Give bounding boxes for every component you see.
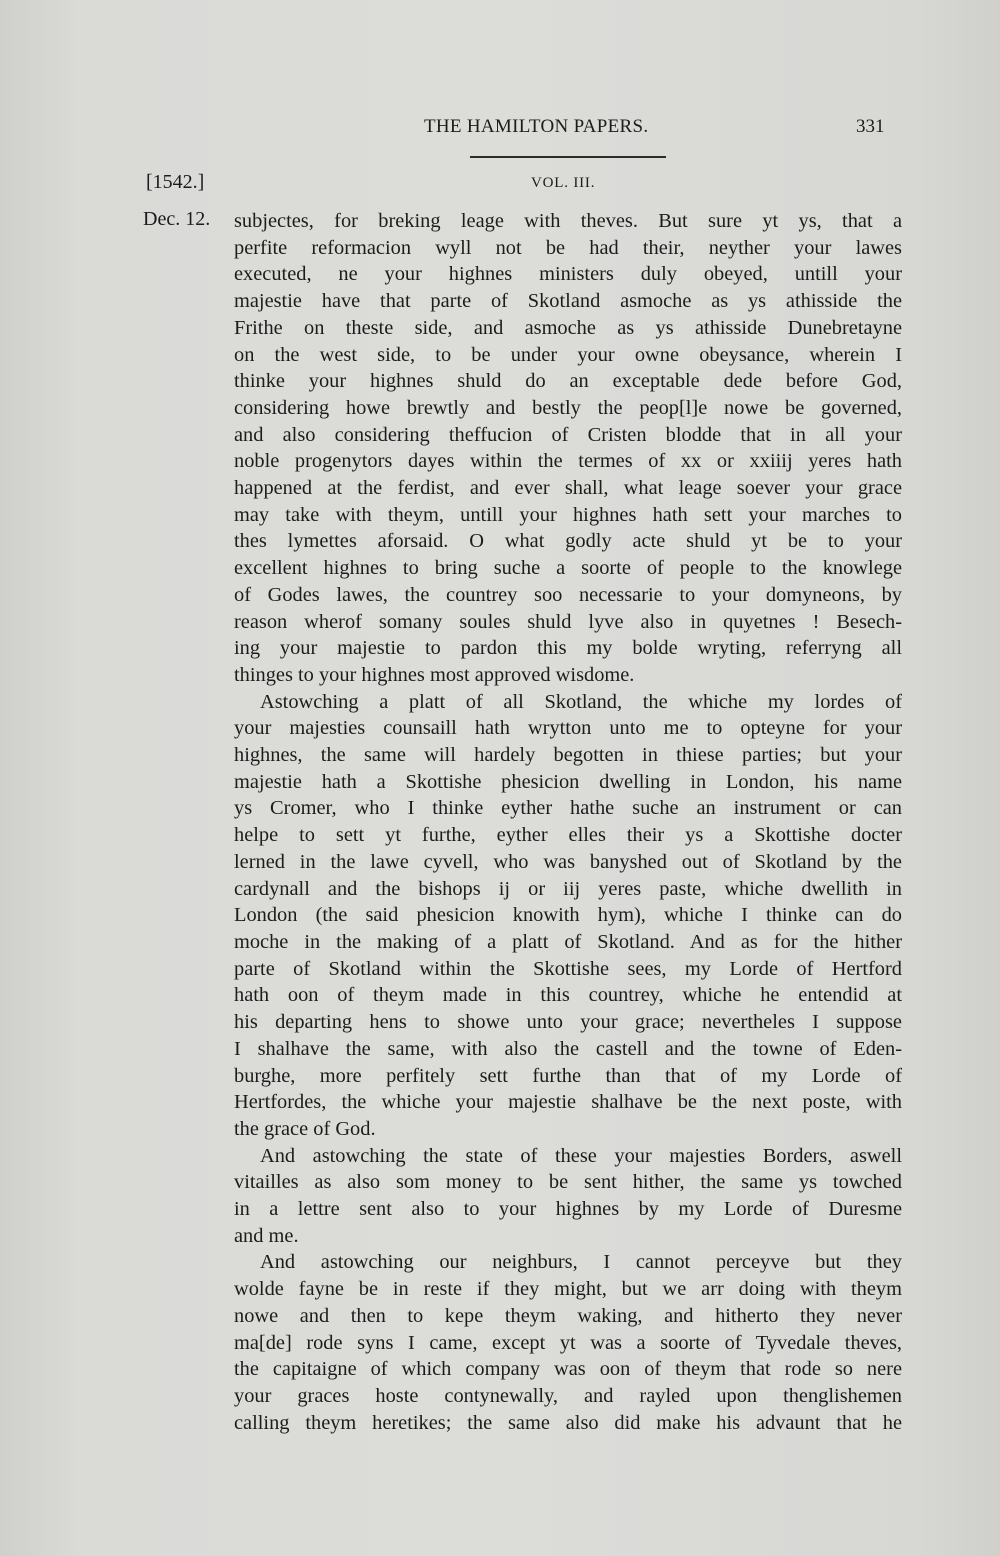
- text-line: moche in the making of a platt of Skotland. And as for the hither: [234, 930, 902, 953]
- running-title: THE HAMILTON PAPERS.: [424, 116, 649, 137]
- text-line: nowe and then to kepe theym waking, and hitherto they never: [234, 1304, 902, 1327]
- text-line: and me.: [234, 1224, 299, 1247]
- text-line: wolde fayne be in reste if they might, but we arr doing with theym: [234, 1278, 902, 1301]
- text-line: London (the said phesicion knowith hym), whiche I thinke can do: [234, 904, 902, 927]
- paragraph-first-line: And astowching our neighburs, I cannot perceyve but they: [260, 1251, 902, 1274]
- text-line: vitailles as also som money to be sent hither, the same ys towched: [234, 1171, 902, 1194]
- page-number: 331: [856, 116, 885, 137]
- text-line: burghe, more perfitely sett furthe than that of my Lorde of: [234, 1064, 902, 1087]
- text-line: happened at the ferdist, and ever shall, what leage soever your grace: [234, 477, 902, 500]
- text-line: ys Cromer, who I thinke eyther hathe suche an instrument or can: [234, 797, 902, 820]
- text-line: parte of Skotland within the Skottishe sees, my Lorde of Hertford: [234, 957, 902, 980]
- text-line: Frithe on theste side, and asmoche as ys athisside Dunebretayne: [234, 316, 902, 339]
- text-line: subjectes, for breking leage with theves. But sure yt ys, that a: [234, 210, 902, 232]
- text-line: thinges to your highnes most approved wisdome.: [234, 663, 635, 686]
- margin-year: [1542.]: [146, 171, 205, 193]
- text-line: may take with theym, untill your highnes hath sett your marches to: [234, 503, 902, 526]
- text-line: noble progenytors dayes within the termes of xx or xxiiij yeres hath: [234, 450, 902, 473]
- margin-date: Dec. 12.: [143, 208, 211, 230]
- text-line: majestie hath a Skottishe phesicion dwelling in London, his name: [234, 770, 902, 793]
- text-line: thes lymettes aforsaid. O what godly acte shuld yt be to your: [234, 530, 902, 553]
- text-line: helpe to sett yt furthe, eyther elles their ys a Skottishe docter: [234, 824, 902, 847]
- text-line: Hertfordes, the whiche your majestie shalhave be the next poste, with: [234, 1091, 902, 1114]
- text-line: of Godes lawes, the countrey soo necessarie to your domyneons, by: [234, 583, 902, 606]
- volume-label: VOL. III.: [531, 175, 596, 191]
- text-line: the grace of God.: [234, 1117, 376, 1140]
- text-line: considering howe brewtly and bestly the peop[l]e nowe be governed,: [234, 396, 902, 419]
- text-line: excellent highnes to bring suche a soorte of people to the knowlege: [234, 557, 902, 580]
- text-line: ing your majestie to pardon this my bolde wryting, referryng all: [234, 637, 902, 660]
- text-line: highnes, the same will hardely begotten in thiese parties; but your: [234, 744, 902, 767]
- header-rule: [470, 156, 666, 158]
- text-line: your graces hoste contynewally, and rayled upon thenglishemen: [234, 1384, 902, 1407]
- text-line: your majesties counsaill hath wrytton unto me to opteyne for your: [234, 717, 902, 740]
- text-line: executed, ne your highnes ministers duly obeyed, untill your: [234, 263, 902, 286]
- text-line: ma[de] rode syns I came, except yt was a soorte of Tyvedale theves,: [234, 1331, 902, 1354]
- body-text: [234, 208, 902, 1436]
- text-line: calling theym heretikes; the same also did make his advaunt that he: [234, 1411, 902, 1434]
- text-line: majestie have that parte of Skotland asmoche as ys athisside the: [234, 290, 902, 313]
- text-line: I shalhave the same, with also the castell and the towne of Eden-: [234, 1037, 902, 1060]
- paragraph-first-line: Astowching a platt of all Skotland, the whiche my lordes of: [260, 690, 902, 713]
- text-line: lerned in the lawe cyvell, who was banyshed out of Skotland by the: [234, 850, 902, 873]
- text-line: and also considering theffucion of Cristen blodde that in all your: [234, 423, 902, 446]
- text-line: his departing hens to showe unto your grace; nevertheles I suppose: [234, 1011, 902, 1034]
- text-line: reason wherof somany soules shuld lyve also in quyetnes ! Besech-: [234, 610, 902, 633]
- text-line: on the west side, to be under your owne obeysance, wherein I: [234, 343, 902, 366]
- text-line: cardynall and the bishops ij or iij yeres paste, whiche dwellith in: [234, 877, 902, 900]
- paragraph-first-line: And astowching the state of these your majesties Borders, aswell: [260, 1144, 902, 1167]
- text-line: the capitaigne of which company was oon of theym that rode so nere: [234, 1358, 902, 1381]
- text-line: thinke your highnes shuld do an exceptable dede before God,: [234, 370, 902, 393]
- text-line: in a lettre sent also to your highnes by my Lorde of Duresme: [234, 1198, 902, 1221]
- text-line: hath oon of theym made in this countrey, whiche he entendid at: [234, 984, 902, 1007]
- text-line: perfite reformacion wyll not be had their, neyther your lawes: [234, 236, 902, 259]
